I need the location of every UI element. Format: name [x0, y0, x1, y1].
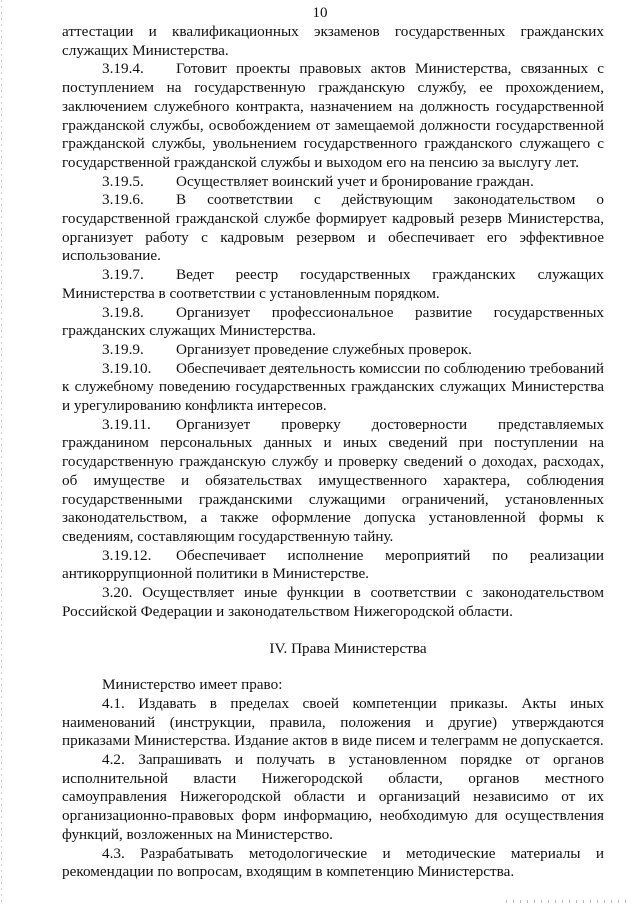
clause-text: В соответствии с действующим законодательством о государственной гражданской службе формирует кадровый резерв Министерства, организует работу с кадровым резервом и обеспечивает его эффективное использование. [62, 191, 604, 265]
paragraph-3-19-9 [62, 341, 604, 360]
scan-edge-artifact [1, 0, 2, 905]
paragraph-continuation: аттестации и квалификационных экзаменов государственных гражданских служащих Министерства. [62, 23, 604, 59]
clause-text: Осуществляет воинский учет и бронирование граждан. [176, 172, 534, 190]
paragraph-3-19-11 [62, 416, 604, 547]
paragraph-4-2: 4.2. Запрашивать и получать в установленном порядке от органов исполнительной власти Нижегородской области, органов местного самоуправления Нижегородской области и организаций независимо от их организационно-правовых форм информацию, необходимую для осуществления функций, возложенных на Министерство. [62, 751, 604, 843]
paragraph-4-3: 4.3. Разрабатывать методологические и методические материалы и рекомендации по вопросам, входящим в компетенцию Министерства. [62, 844, 604, 881]
clause-number: 3.19.5. [102, 172, 144, 190]
clause-number: 3.19.12. [102, 546, 152, 564]
clause-text: Организует проведение служебных проверок. [176, 340, 472, 358]
clause-number: 3.19.9. [102, 340, 144, 358]
paragraph-3-19-6 [62, 191, 604, 266]
page-number: 10 [312, 5, 328, 21]
paragraph-3-19-10 [62, 360, 604, 416]
clause-number: 3.19.10. [102, 359, 152, 377]
paragraph-4-1: 4.1. Издавать в пределах своей компетенции приказы. Акты иных наименований (инструкции, правила, положения и другие) утверждаются приказами Министерства. Издание актов в виде писем и телеграмм не допускается. [62, 694, 604, 750]
paragraph-3-19-4 [62, 60, 604, 172]
scan-noise-artifact [506, 900, 626, 903]
clause-text: Обеспечивает исполнение мероприятий по реализации антикоррупционной политики в Министерстве. [62, 546, 604, 583]
clause-number: 3.19.6. [102, 191, 144, 209]
document-body [62, 23, 604, 882]
section-heading: IV. Права Министерства [269, 639, 427, 657]
clause-number: 3.19.4. [102, 60, 144, 78]
clause-text: Организует проверку достоверности представляемых гражданином персональных данных и иных сведений при поступлении на государственную гражданскую службу и проверку сведений о доходах, расходах, об имуществе и обязательствах имущественного характера, соблюдения государственными гражданскими служащими ограничений, установленных законодательством, а также оформление допуска установленной формы к сведениям, составляющим государственную тайну. [62, 415, 604, 545]
clause-text: Обеспечивает деятельность комиссии по соблюдению требований к служебному поведению государственных гражданских служащих Министерства и урегулированию конфликта интересов. [62, 359, 605, 415]
paragraph-3-19-5 [62, 173, 604, 192]
paragraph-3-19-7 [62, 266, 604, 303]
paragraph-3-19-12 [62, 547, 604, 584]
clause-number: 3.19.8. [102, 303, 144, 321]
paragraph-3-19-8 [62, 304, 604, 341]
section-spacer [62, 658, 604, 676]
rights-intro: Министерство имеет право: [102, 676, 283, 694]
clause-text: Организует профессиональное развитие государственных гражданских служащих Министерства. [62, 303, 604, 340]
clause-number: 3.19.11. [102, 415, 151, 433]
section-spacer [62, 622, 604, 640]
clause-text: Готовит проекты правовых актов Министерства, связанных с поступлением на государственную гражданскую службу, ее прохождением, заключением служебного контракта, назначением на должность государственной гражданской службы, освобождением от замещаемой должности государственной гражданской службы, увольнением государственного гражданского служащего с государственной гражданской службы и выходом его на пенсию за выслугу лет. [62, 60, 604, 171]
clause-text: Ведет реестр государственных гражданских служащих Министерства в соответствии с установленным порядком. [62, 266, 604, 302]
clause-number: 3.19.7. [102, 266, 144, 284]
paragraph-3-20: 3.20. Осуществляет иные функции в соответствии с законодательством Российской Федерации и законодательством Нижегородской области. [62, 584, 604, 620]
